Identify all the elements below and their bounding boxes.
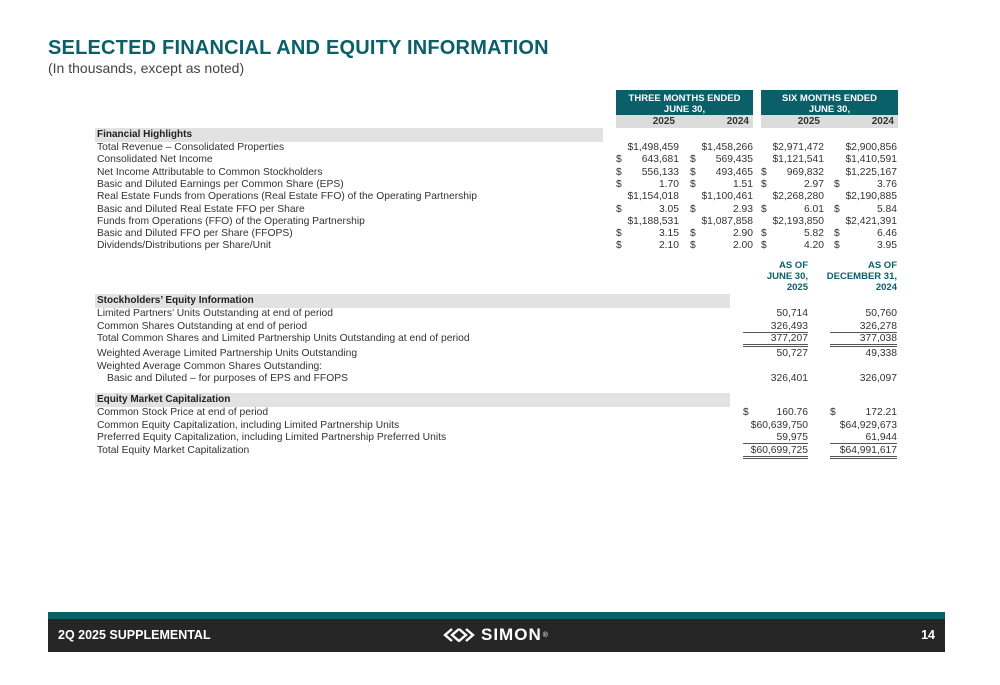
footer — [48, 619, 945, 652]
row-label: Total Revenue – Consolidated Properties — [97, 142, 285, 153]
six-months-header-line1: SIX MONTHS ENDED — [781, 93, 877, 104]
currency-symbol: $ — [761, 228, 767, 240]
row-label: Net Income Attributable to Common Stockholders — [97, 166, 323, 178]
table-row — [95, 361, 900, 373]
year-subheader-six — [761, 115, 898, 128]
cell-value: 5.82 — [803, 228, 824, 240]
cell-value: $64,929,673 — [839, 419, 897, 431]
table-row — [95, 216, 900, 228]
cell-value: 326,401 — [770, 373, 808, 384]
cell-value: 50,760 — [865, 308, 897, 319]
row-label: Preferred Equity Capitalization, including Limited Partnership Preferred Units — [97, 432, 447, 443]
currency-symbol: $ — [761, 203, 767, 215]
row-label: Total Common Shares and Limited Partnership Units Outstanding at end of period — [97, 333, 470, 344]
value-cell — [761, 167, 824, 179]
asof-june-header — [740, 260, 808, 293]
three-months-header — [616, 90, 753, 116]
cell-value: 2.93 — [732, 203, 753, 215]
currency-symbol: $ — [690, 166, 696, 178]
value-cell — [761, 142, 824, 154]
value-cell — [743, 333, 808, 347]
row-label: Common Equity Capitalization, including Limited Partnership Units — [97, 419, 400, 431]
cell-value: 556,133 — [641, 166, 679, 178]
row-label: Weighted Average Common Shares Outstanding: — [97, 360, 323, 372]
table-row — [95, 445, 900, 457]
cell-value: 172.21 — [865, 407, 897, 418]
cell-value: $2,971,472 — [772, 142, 824, 153]
table-row — [95, 204, 900, 216]
table-row — [95, 420, 900, 432]
currency-symbol: $ — [690, 228, 696, 240]
cell-value: $1,100,461 — [701, 191, 753, 203]
currency-symbol: $ — [690, 203, 696, 215]
row-label: Basic and Diluted – for purposes of EPS and FFOPS — [107, 373, 348, 384]
value-cell — [761, 204, 824, 216]
currency-symbol: $ — [690, 240, 696, 252]
value-cell — [690, 228, 753, 240]
cell-value: 969,832 — [786, 166, 824, 178]
value-cell — [690, 240, 753, 252]
value-cell — [830, 407, 897, 418]
value-cell — [830, 361, 897, 372]
row-label: Limited Partners’ Units Outstanding at end of period — [97, 308, 334, 319]
footer-accent-bar — [48, 612, 945, 619]
value-cell — [743, 407, 808, 418]
currency-symbol: $ — [761, 240, 767, 252]
value-cell — [743, 321, 808, 333]
simon-chevron-logo-icon — [443, 628, 475, 642]
value-cell — [690, 179, 753, 191]
row-label: Basic and Diluted Earnings per Common Share (EPS) — [97, 178, 344, 190]
value-cell — [761, 240, 824, 252]
table-row — [95, 167, 900, 179]
cell-value: 1.70 — [658, 178, 679, 190]
three-months-header-line2: JUNE 30, — [663, 104, 706, 115]
cell-value: $1,498,459 — [627, 142, 679, 153]
table-row — [95, 191, 900, 203]
table-row — [95, 154, 900, 166]
asof-december-line3: 2024 — [875, 282, 897, 293]
cell-value: 4.20 — [803, 240, 824, 252]
value-cell — [830, 373, 897, 384]
cell-value: $2,268,280 — [772, 191, 824, 203]
value-cell — [743, 445, 808, 459]
cell-value: 326,493 — [770, 320, 808, 332]
table-row — [95, 348, 900, 360]
cell-value: 493,465 — [715, 166, 753, 178]
value-cell — [690, 216, 753, 228]
table-row — [95, 407, 900, 419]
value-cell — [690, 204, 753, 216]
cell-value: 2.10 — [658, 240, 679, 252]
row-label: Funds from Operations (FFO) of the Operating Partnership — [97, 215, 365, 227]
cell-value: 49,338 — [865, 348, 897, 359]
cell-value: 59,975 — [776, 432, 808, 443]
value-cell — [616, 191, 679, 203]
row-label: Dividends/Distributions per Share/Unit — [97, 240, 271, 252]
financial-highlights-header: Financial Highlights — [95, 128, 603, 142]
currency-symbol: $ — [616, 166, 622, 178]
six-months-header-line2: JUNE 30, — [808, 104, 851, 115]
year-2025-label: 2025 — [652, 116, 675, 127]
cell-value: 643,681 — [641, 154, 679, 166]
year-2025-label: 2025 — [797, 116, 820, 127]
value-cell — [834, 142, 897, 154]
cell-value: $2,193,850 — [772, 215, 824, 227]
cell-value: $2,900,856 — [845, 142, 897, 153]
row-label: Basic and Diluted Real Estate FFO per Share — [97, 203, 305, 215]
asof-june-line3: 2025 — [786, 282, 808, 293]
cell-value: 3.05 — [658, 203, 679, 215]
value-cell — [616, 204, 679, 216]
asof-december-line1: AS OF — [867, 260, 897, 271]
value-cell — [834, 154, 897, 166]
currency-symbol: $ — [616, 203, 622, 215]
cell-value: 3.76 — [876, 178, 897, 190]
table-row — [95, 228, 900, 240]
cell-value: $1,225,167 — [845, 166, 897, 178]
cell-value: 2.90 — [732, 228, 753, 240]
currency-symbol: $ — [830, 407, 836, 418]
simon-wordmark: SIMON — [481, 625, 542, 644]
cell-value: 6.46 — [876, 228, 897, 240]
row-label: Common Shares Outstanding at end of period — [97, 320, 308, 332]
value-cell — [690, 167, 753, 179]
value-cell — [616, 216, 679, 228]
value-cell — [690, 142, 753, 154]
value-cell — [830, 420, 897, 431]
six-months-header — [761, 90, 898, 116]
value-cell — [616, 179, 679, 191]
simon-logo — [443, 625, 548, 645]
cell-value: $60,699,725 — [750, 444, 808, 456]
value-cell — [743, 420, 808, 431]
asof-december-header — [815, 260, 897, 293]
table-row — [95, 373, 900, 385]
cell-value: $1,188,531 — [627, 215, 679, 227]
value-cell — [743, 432, 808, 444]
currency-symbol: $ — [690, 178, 696, 190]
cell-value: $64,991,617 — [839, 444, 897, 456]
cell-value: 3.95 — [876, 240, 897, 252]
three-months-header-line1: THREE MONTHS ENDED — [628, 93, 741, 104]
cell-value: 61,944 — [865, 432, 897, 443]
value-cell — [834, 191, 897, 203]
value-cell — [743, 361, 808, 372]
page-title: SELECTED FINANCIAL AND EQUITY INFORMATION — [48, 37, 549, 59]
registered-mark: ® — [542, 631, 548, 639]
currency-symbol: $ — [834, 240, 840, 252]
value-cell — [616, 240, 679, 252]
cell-value: 50,714 — [776, 308, 808, 319]
row-label: Total Equity Market Capitalization — [97, 444, 250, 456]
value-cell — [830, 333, 897, 347]
row-label: Common Stock Price at end of period — [97, 407, 269, 418]
cell-value: $2,421,391 — [845, 215, 897, 227]
value-cell — [830, 321, 897, 333]
currency-symbol: $ — [834, 228, 840, 240]
cell-value: 326,097 — [859, 373, 897, 384]
table-row — [95, 432, 900, 444]
cell-value: 377,038 — [859, 333, 897, 344]
cell-value: $1,087,858 — [701, 215, 753, 227]
cell-value: 377,207 — [770, 333, 808, 344]
value-cell — [616, 142, 679, 154]
cell-value: 326,278 — [859, 320, 897, 332]
cell-value: 1.51 — [732, 178, 753, 190]
cell-value: $2,190,885 — [845, 191, 897, 203]
value-cell — [830, 308, 897, 319]
market-cap-header: Equity Market Capitalization — [95, 393, 730, 407]
table-row — [95, 308, 900, 320]
cell-value: $60,639,750 — [750, 419, 808, 431]
asof-june-line2: JUNE 30, — [766, 271, 808, 282]
value-cell — [834, 179, 897, 191]
value-cell — [761, 228, 824, 240]
currency-symbol: $ — [834, 178, 840, 190]
year-subheader-three — [616, 115, 753, 128]
value-cell — [690, 191, 753, 203]
value-cell — [834, 216, 897, 228]
value-cell — [743, 348, 808, 359]
equity-info-header: Stockholders’ Equity Information — [95, 294, 730, 308]
cell-value: 2.97 — [803, 178, 824, 190]
value-cell — [761, 216, 824, 228]
value-cell — [830, 348, 897, 359]
cell-value: 6.01 — [803, 203, 824, 215]
asof-december-line2: DECEMBER 31, — [826, 271, 897, 282]
table-row — [95, 240, 900, 252]
value-cell — [743, 373, 808, 384]
row-label: Basic and Diluted FFO per Share (FFOPS) — [97, 228, 293, 240]
value-cell — [830, 432, 897, 444]
currency-symbol: $ — [616, 178, 622, 190]
page-subtitle: (In thousands, except as noted) — [48, 60, 245, 76]
year-2024-label: 2024 — [726, 116, 749, 127]
value-cell — [834, 204, 897, 216]
table-row — [95, 333, 900, 345]
value-cell — [830, 445, 897, 459]
currency-symbol: $ — [616, 240, 622, 252]
cell-value: 3.15 — [658, 228, 679, 240]
value-cell — [616, 228, 679, 240]
currency-symbol: $ — [616, 228, 622, 240]
cell-value: 569,435 — [715, 154, 753, 166]
value-cell — [761, 154, 824, 166]
value-cell — [690, 154, 753, 166]
value-cell — [761, 191, 824, 203]
table-row — [95, 179, 900, 191]
cell-value: 2.00 — [732, 240, 753, 252]
row-label: Real Estate Funds from Operations (Real Estate FFO) of the Operating Partnership — [97, 191, 478, 203]
value-cell — [616, 167, 679, 179]
cell-value: $1,458,266 — [701, 142, 753, 153]
value-cell — [761, 179, 824, 191]
cell-value: $1,154,018 — [627, 191, 679, 203]
row-label: Weighted Average Limited Partnership Units Outstanding — [97, 348, 358, 359]
footer-report-label: 2Q 2025 SUPPLEMENTAL — [58, 628, 211, 642]
cell-value: $1,410,591 — [845, 154, 897, 166]
value-cell — [834, 228, 897, 240]
row-label: Consolidated Net Income — [97, 154, 213, 166]
cell-value: 50,727 — [776, 348, 808, 359]
year-2024-label: 2024 — [871, 116, 894, 127]
currency-symbol: $ — [761, 166, 767, 178]
value-cell — [834, 240, 897, 252]
cell-value: 160.76 — [776, 407, 808, 418]
asof-june-line1: AS OF — [778, 260, 808, 271]
table-row — [95, 142, 900, 154]
currency-symbol: $ — [761, 178, 767, 190]
value-cell — [743, 308, 808, 319]
page-number: 14 — [921, 628, 935, 642]
currency-symbol: $ — [690, 154, 696, 166]
currency-symbol: $ — [743, 407, 749, 418]
currency-symbol: $ — [834, 203, 840, 215]
cell-value: $1,121,541 — [772, 154, 824, 166]
value-cell — [616, 154, 679, 166]
currency-symbol: $ — [616, 154, 622, 166]
cell-value: 5.84 — [876, 203, 897, 215]
table-row — [95, 321, 900, 333]
value-cell — [834, 167, 897, 179]
